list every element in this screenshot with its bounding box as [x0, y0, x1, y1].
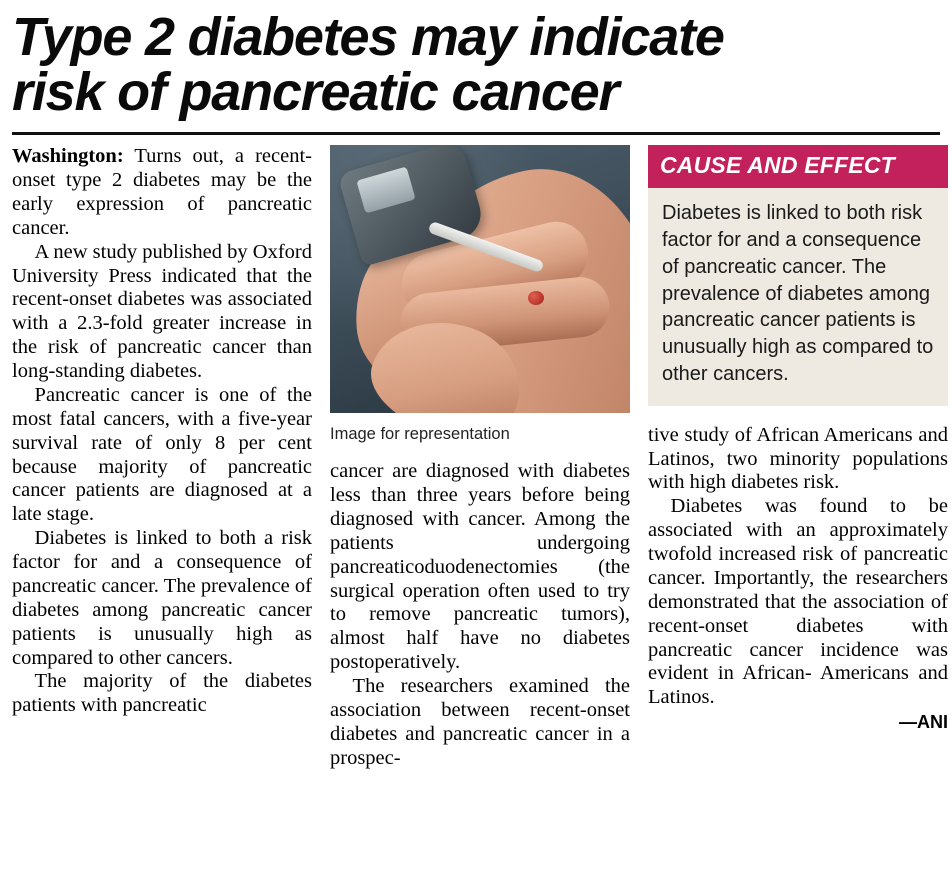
article-credit: —ANI	[899, 712, 948, 733]
paragraph-lead	[12, 145, 312, 241]
fact-box-title: CAUSE AND EFFECT	[648, 145, 948, 188]
headline-divider	[12, 132, 940, 135]
fact-box-body: Diabetes is linked to both risk factor for and a consequence of pancreatic cancer. The prevalence of diabetes among pancreatic cancer patients is unusually high as compared to other cancers.	[662, 202, 934, 385]
paragraph: Diabetes is linked to both a risk factor for and a consequence of pancreatic cancer. The prevalence of diabetes among pancreatic cancer patients is unusually high as compared to other cancers.	[12, 527, 312, 669]
paragraph: tive study of African Americans and Latinos, two minority populations with high diabetes risk.	[648, 423, 948, 494]
article-columns	[8, 145, 948, 770]
column-left	[12, 145, 312, 770]
newspaper-article-page	[0, 7, 952, 893]
column-right	[648, 145, 948, 770]
paragraph: The researchers examined the association between recent-onset diabetes and pancreatic cancer in a prospec-	[330, 675, 630, 769]
column-right-body	[648, 424, 948, 711]
paragraph: cancer are diagnosed with diabetes less than three years before being diagnosed with cancer. Among the patients undergoing pancreaticoduodenectomies (the surgical operation often used to try to remove pancreatic tumors), almost half have no diabetes postoperatively.	[330, 460, 630, 674]
page-title	[8, 7, 944, 123]
article-photo	[330, 145, 630, 413]
fact-box	[648, 145, 948, 406]
paragraph: Pancreatic cancer is one of the most fatal cancers, with a five-year survival rate of only 8 per cent because majority of pancreatic cancer patients are diagnosed at a late stage.	[12, 383, 312, 526]
paragraph-text: Turns out, a recent-onset type 2 diabetes may be the early expression of pancreatic cancer.	[12, 145, 312, 239]
column-middle-body	[330, 460, 630, 770]
headline-line-1: Type 2 diabetes may indicate	[12, 7, 724, 67]
column-middle	[330, 145, 630, 770]
dateline: Washington:	[12, 145, 124, 168]
photo-caption: Image for representation	[330, 425, 510, 444]
headline-line-2: risk of pancreatic cancer	[12, 62, 619, 123]
paragraph: The majority of the diabetes patients with pancreatic	[12, 670, 312, 717]
paragraph: Diabetes was found to be associated with an approximately twofold increased risk of pancreatic cancer. Importantly, the researchers demonstrated that the association of recent-onset diabetes with pancreatic cancer incidence was evident in African- Americans and Latinos.	[648, 495, 948, 709]
paragraph: A new study published by Oxford University Press indicated that the recent-onset diabetes was associated with a 2.3-fold greater increase in the risk of pancreatic cancer than long-standing diabetes.	[12, 240, 312, 383]
